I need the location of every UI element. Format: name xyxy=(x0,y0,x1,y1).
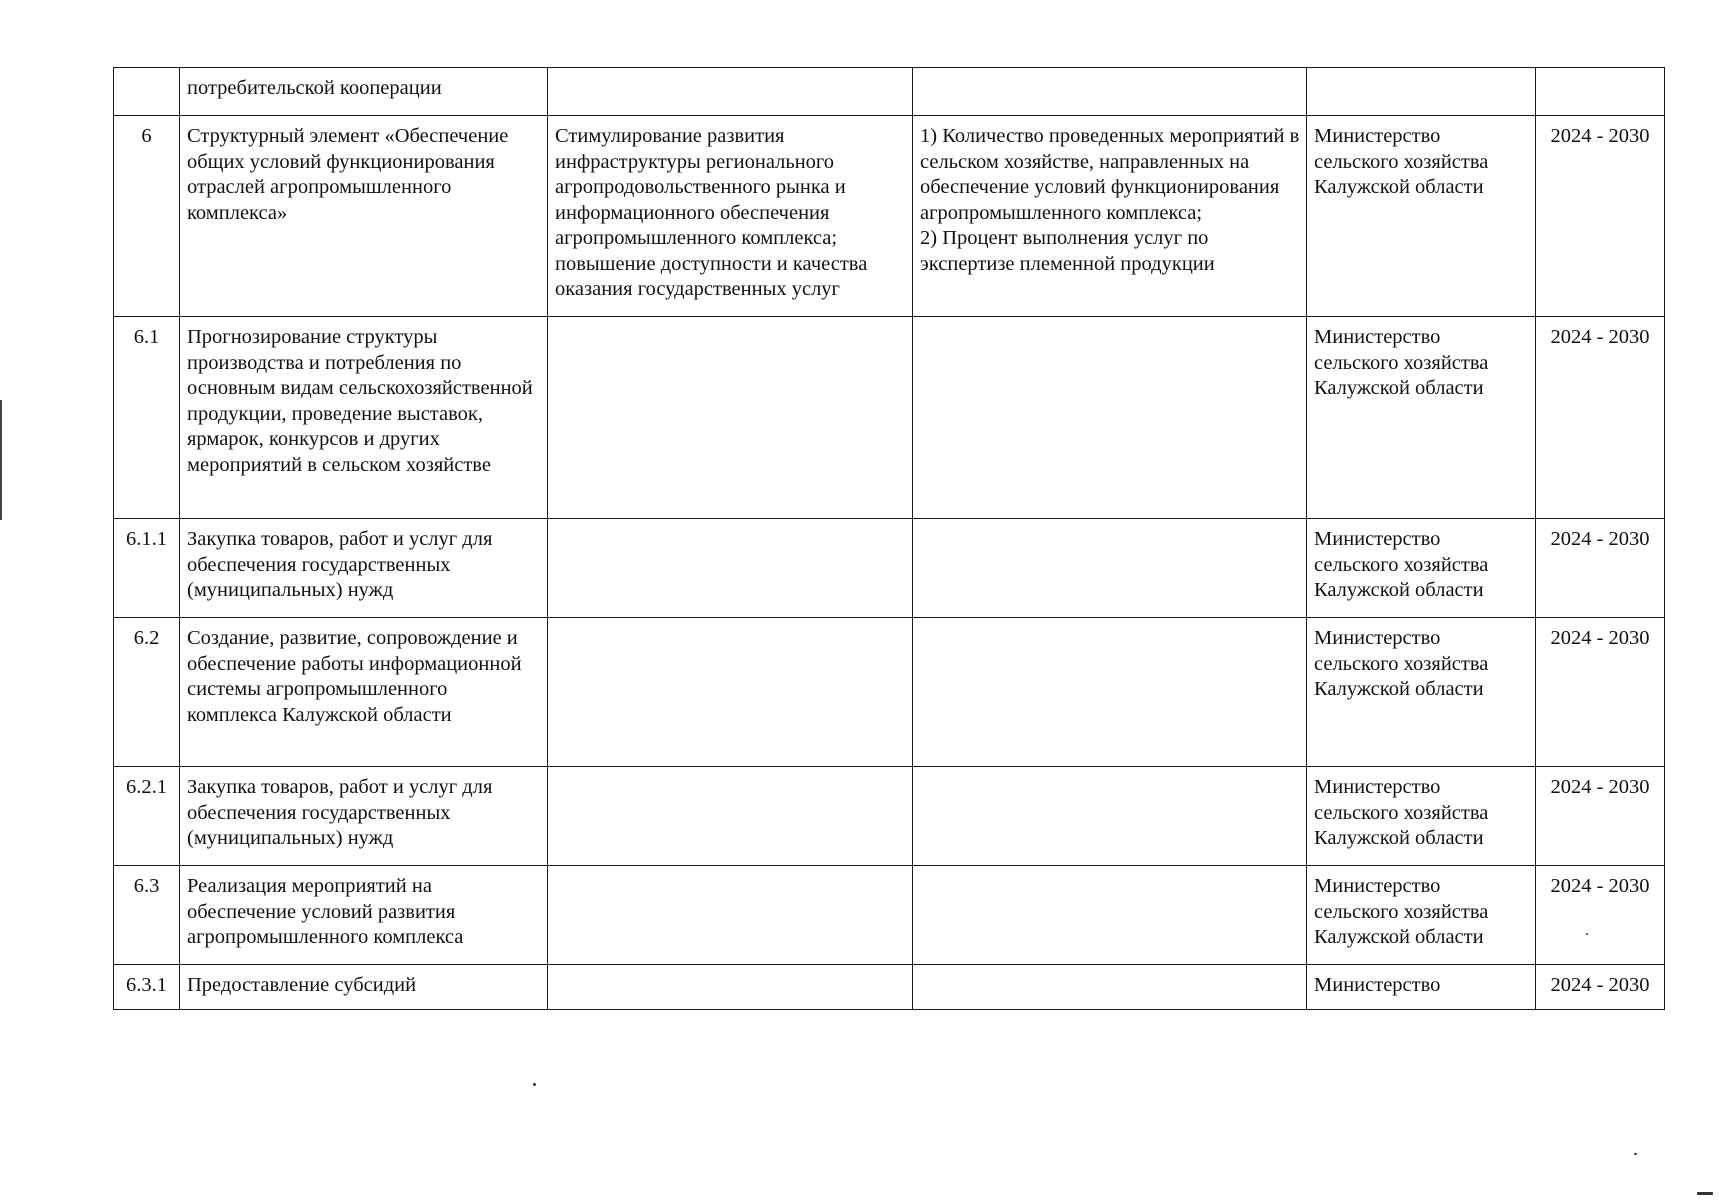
scan-speck xyxy=(1634,1153,1637,1155)
row-number: 6 xyxy=(114,116,180,317)
measure-name-cell: потребительской кооперации xyxy=(180,68,548,116)
indicators-cell xyxy=(913,866,1307,965)
executor-cell: Министерство xyxy=(1307,965,1536,1010)
scan-speck xyxy=(533,1083,536,1086)
indicators-cell xyxy=(913,965,1307,1010)
row-number: 6.1.1 xyxy=(114,519,180,618)
measure-name-cell: Закупка товаров, работ и услуг для обеспечения государственных (муниципальных) нужд xyxy=(180,519,548,618)
years-cell: 2024 - 2030 xyxy=(1536,866,1665,965)
row-number: 6.2 xyxy=(114,618,180,767)
indicators-cell xyxy=(913,618,1307,767)
executor-cell: Министерство сельского хозяйства Калужской области xyxy=(1307,618,1536,767)
table-row xyxy=(114,317,1665,519)
indicators-cell xyxy=(913,317,1307,519)
table-row xyxy=(114,965,1665,1010)
years-cell: 2024 - 2030 xyxy=(1536,965,1665,1010)
measure-name-cell: Структурный элемент «Обеспечение общих условий функционирования отраслей агропромышленного комплекса» xyxy=(180,116,548,317)
row-number: 6.2.1 xyxy=(114,767,180,866)
task-cell xyxy=(548,317,913,519)
executor-cell: Министерство сельского хозяйства Калужской области xyxy=(1307,317,1536,519)
task-cell: Стимулирование развития инфраструктуры регионального агропродовольственного рынка и информационного обеспечения агропромышленного комплекса; повышение доступности и качества оказания государственных услуг xyxy=(548,116,913,317)
row-number: 6.1 xyxy=(114,317,180,519)
measure-name-cell: Закупка товаров, работ и услуг для обеспечения государственных (муниципальных) нужд xyxy=(180,767,548,866)
measure-name-cell: Предоставление субсидий xyxy=(180,965,548,1010)
table-row xyxy=(114,519,1665,618)
indicators-cell xyxy=(913,519,1307,618)
scan-edge-mark xyxy=(0,400,2,520)
row-number xyxy=(114,68,180,116)
table-row xyxy=(114,116,1665,317)
indicators-cell xyxy=(913,767,1307,866)
row-number: 6.3.1 xyxy=(114,965,180,1010)
executor-cell: Министерство сельского хозяйства Калужской области xyxy=(1307,767,1536,866)
scan-speck xyxy=(1586,933,1588,935)
years-cell xyxy=(1536,68,1665,116)
table-row xyxy=(114,866,1665,965)
task-cell xyxy=(548,68,913,116)
task-cell xyxy=(548,519,913,618)
measure-name-cell: Прогнозирование структуры производства и потребления по основным видам сельскохозяйственной продукции, проведение выставок, ярмарок, конкурсов и других мероприятий в сельском хозяйстве xyxy=(180,317,548,519)
executor-cell: Министерство сельского хозяйства Калужской области xyxy=(1307,116,1536,317)
indicators-cell: 1) Количество проведенных мероприятий в сельском хозяйстве, направленных на обеспечение условий функционирования агропромышленного комплекса; 2) Процент выполнения услуг по экспертизе племенной продукции xyxy=(913,116,1307,317)
measures-table xyxy=(113,67,1665,1010)
measure-name-cell: Создание, развитие, сопровождение и обеспечение работы информационной системы агропромышленного комплекса Калужской области xyxy=(180,618,548,767)
years-cell: 2024 - 2030 xyxy=(1536,767,1665,866)
years-cell: 2024 - 2030 xyxy=(1536,317,1665,519)
years-cell: 2024 - 2030 xyxy=(1536,116,1665,317)
measure-name-cell: Реализация мероприятий на обеспечение условий развития агропромышленного комплекса xyxy=(180,866,548,965)
table-row xyxy=(114,618,1665,767)
task-cell xyxy=(548,767,913,866)
row-number: 6.3 xyxy=(114,866,180,965)
executor-cell: Министерство сельского хозяйства Калужской области xyxy=(1307,866,1536,965)
indicators-cell xyxy=(913,68,1307,116)
executor-cell: Министерство сельского хозяйства Калужской области xyxy=(1307,519,1536,618)
task-cell xyxy=(548,618,913,767)
years-cell: 2024 - 2030 xyxy=(1536,618,1665,767)
task-cell xyxy=(548,965,913,1010)
table-row xyxy=(114,767,1665,866)
table-row xyxy=(114,68,1665,116)
years-cell: 2024 - 2030 xyxy=(1536,519,1665,618)
task-cell xyxy=(548,866,913,965)
executor-cell xyxy=(1307,68,1536,116)
scan-speck xyxy=(1697,1192,1713,1195)
